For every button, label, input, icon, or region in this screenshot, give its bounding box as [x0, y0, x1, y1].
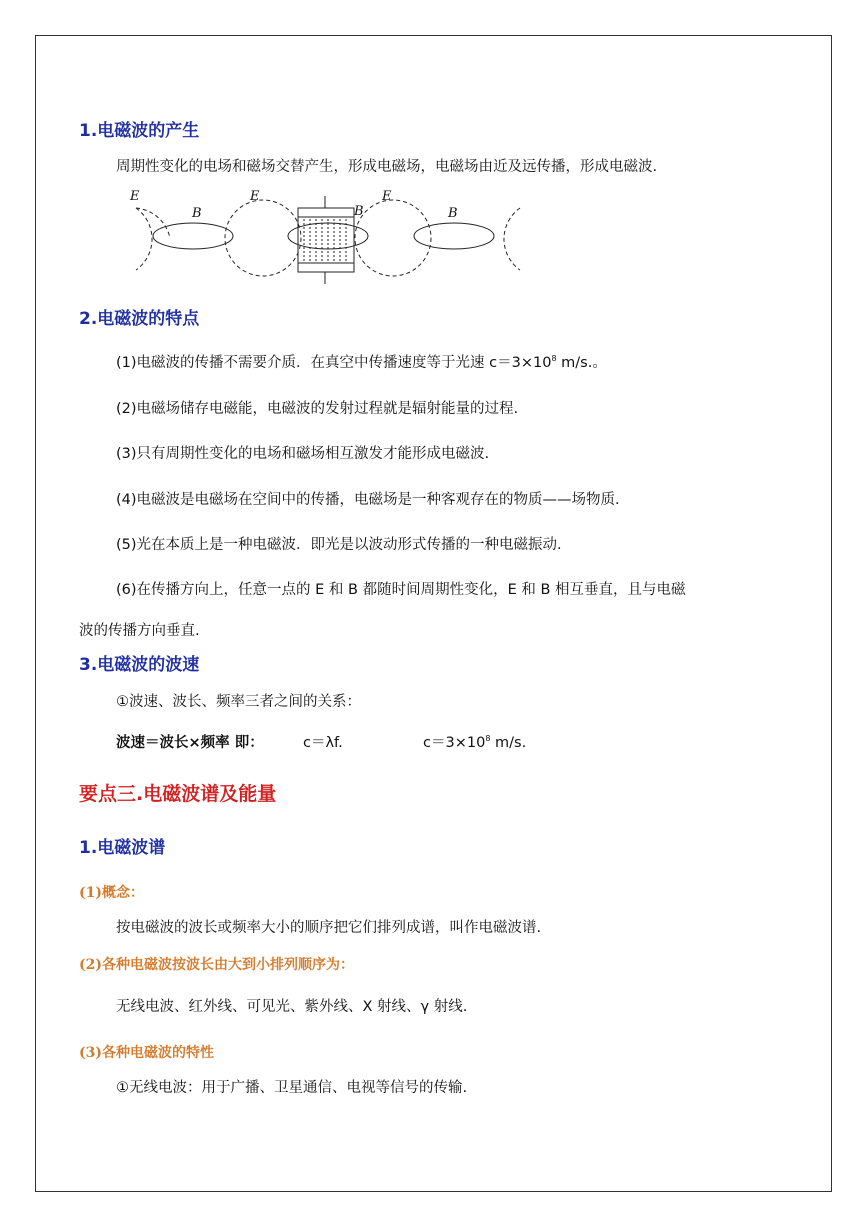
label-e-3: E: [382, 189, 392, 204]
feature-item-6-line-1: (6)在传播方向上，任意一点的 E 和 B 都随时间周期性变化，E 和 B 相互垂直，且与电磁: [116, 582, 686, 598]
wave-relation-text: ①波速、波长、频率三者之间的关系：: [116, 694, 361, 710]
label-e-1: E: [130, 189, 140, 204]
coil-bottom-plate: [298, 263, 354, 272]
key-point-title: 要点三.电磁波谱及能量: [79, 783, 277, 805]
label-b-1: B: [192, 206, 202, 221]
label-b-3: B: [448, 206, 458, 221]
e-field-arc: [504, 208, 520, 270]
wave-formula-label: 波速＝波长×频率 即：: [116, 735, 264, 751]
feature-item-1: [116, 351, 607, 372]
e-field-arc: [136, 208, 152, 270]
wave-formula-2-unit: m/s.: [490, 735, 527, 751]
wave-formula-2-exponent: 8: [485, 734, 491, 743]
section-title-wave-speed: 3.电磁波的波速: [79, 655, 200, 675]
wave-formula-1: c＝λf.: [303, 735, 343, 751]
label-e-2: E: [250, 189, 260, 204]
wave-formula-2: [423, 731, 526, 752]
section-title-features: 2.电磁波的特点: [79, 309, 200, 329]
e-field-arc: [136, 208, 170, 238]
feature-item-4: (4)电磁波是电磁场在空间中的传播，电磁场是一种客观存在的物质——场物质.: [116, 492, 620, 508]
section-title-generation: 1.电磁波的产生: [79, 121, 200, 141]
feature-item-5: (5)光在本质上是一种电磁波．即光是以波动形式传播的一种电磁振动.: [116, 537, 562, 553]
b-field-ellipse: [414, 223, 494, 249]
spectrum-properties-label: (3)各种电磁波的特性: [79, 1045, 214, 1061]
section-title-spectrum: 1.电磁波谱: [79, 838, 166, 858]
em-wave-diagram: [118, 186, 528, 286]
spectrum-radio-text: ①无线电波：用于广播、卫星通信、电视等信号的传输.: [116, 1080, 468, 1096]
spectrum-order-label: (2)各种电磁波按波长由大到小排列顺序为：: [79, 957, 354, 973]
b-field-ellipse: [153, 223, 233, 249]
feature-item-1-unit: m/s.。: [556, 355, 607, 371]
feature-item-2: (2)电磁场储存电磁能，电磁波的发射过程就是辐射能量的过程.: [116, 401, 519, 417]
e-field-circle: [355, 200, 431, 276]
label-b-2: B: [354, 204, 364, 219]
e-field-circle: [225, 200, 301, 276]
spectrum-concept-text: 按电磁波的波长或频率大小的顺序把它们排列成谱，叫作电磁波谱.: [116, 920, 542, 936]
generation-paragraph: 周期性变化的电场和磁场交替产生，形成电磁场，电磁场由近及远传播，形成电磁波.: [116, 159, 658, 175]
coil-top-plate: [298, 208, 354, 217]
feature-item-1-exponent: 8: [551, 354, 557, 363]
wave-formula-2-text: c＝3×10: [423, 735, 486, 751]
feature-item-1-text: (1)电磁波的传播不需要介质．在真空中传播速度等于光速 c＝3×10: [116, 355, 552, 371]
feature-item-3: (3)只有周期性变化的电场和磁场相互激发才能形成电磁波.: [116, 446, 490, 462]
coil-field-lines: [304, 219, 346, 261]
spectrum-order-text: 无线电波、红外线、可见光、紫外线、X 射线、γ 射线.: [116, 999, 468, 1015]
feature-item-6-line-2: 波的传播方向垂直.: [79, 623, 200, 639]
spectrum-concept-label: (1)概念：: [79, 885, 144, 901]
